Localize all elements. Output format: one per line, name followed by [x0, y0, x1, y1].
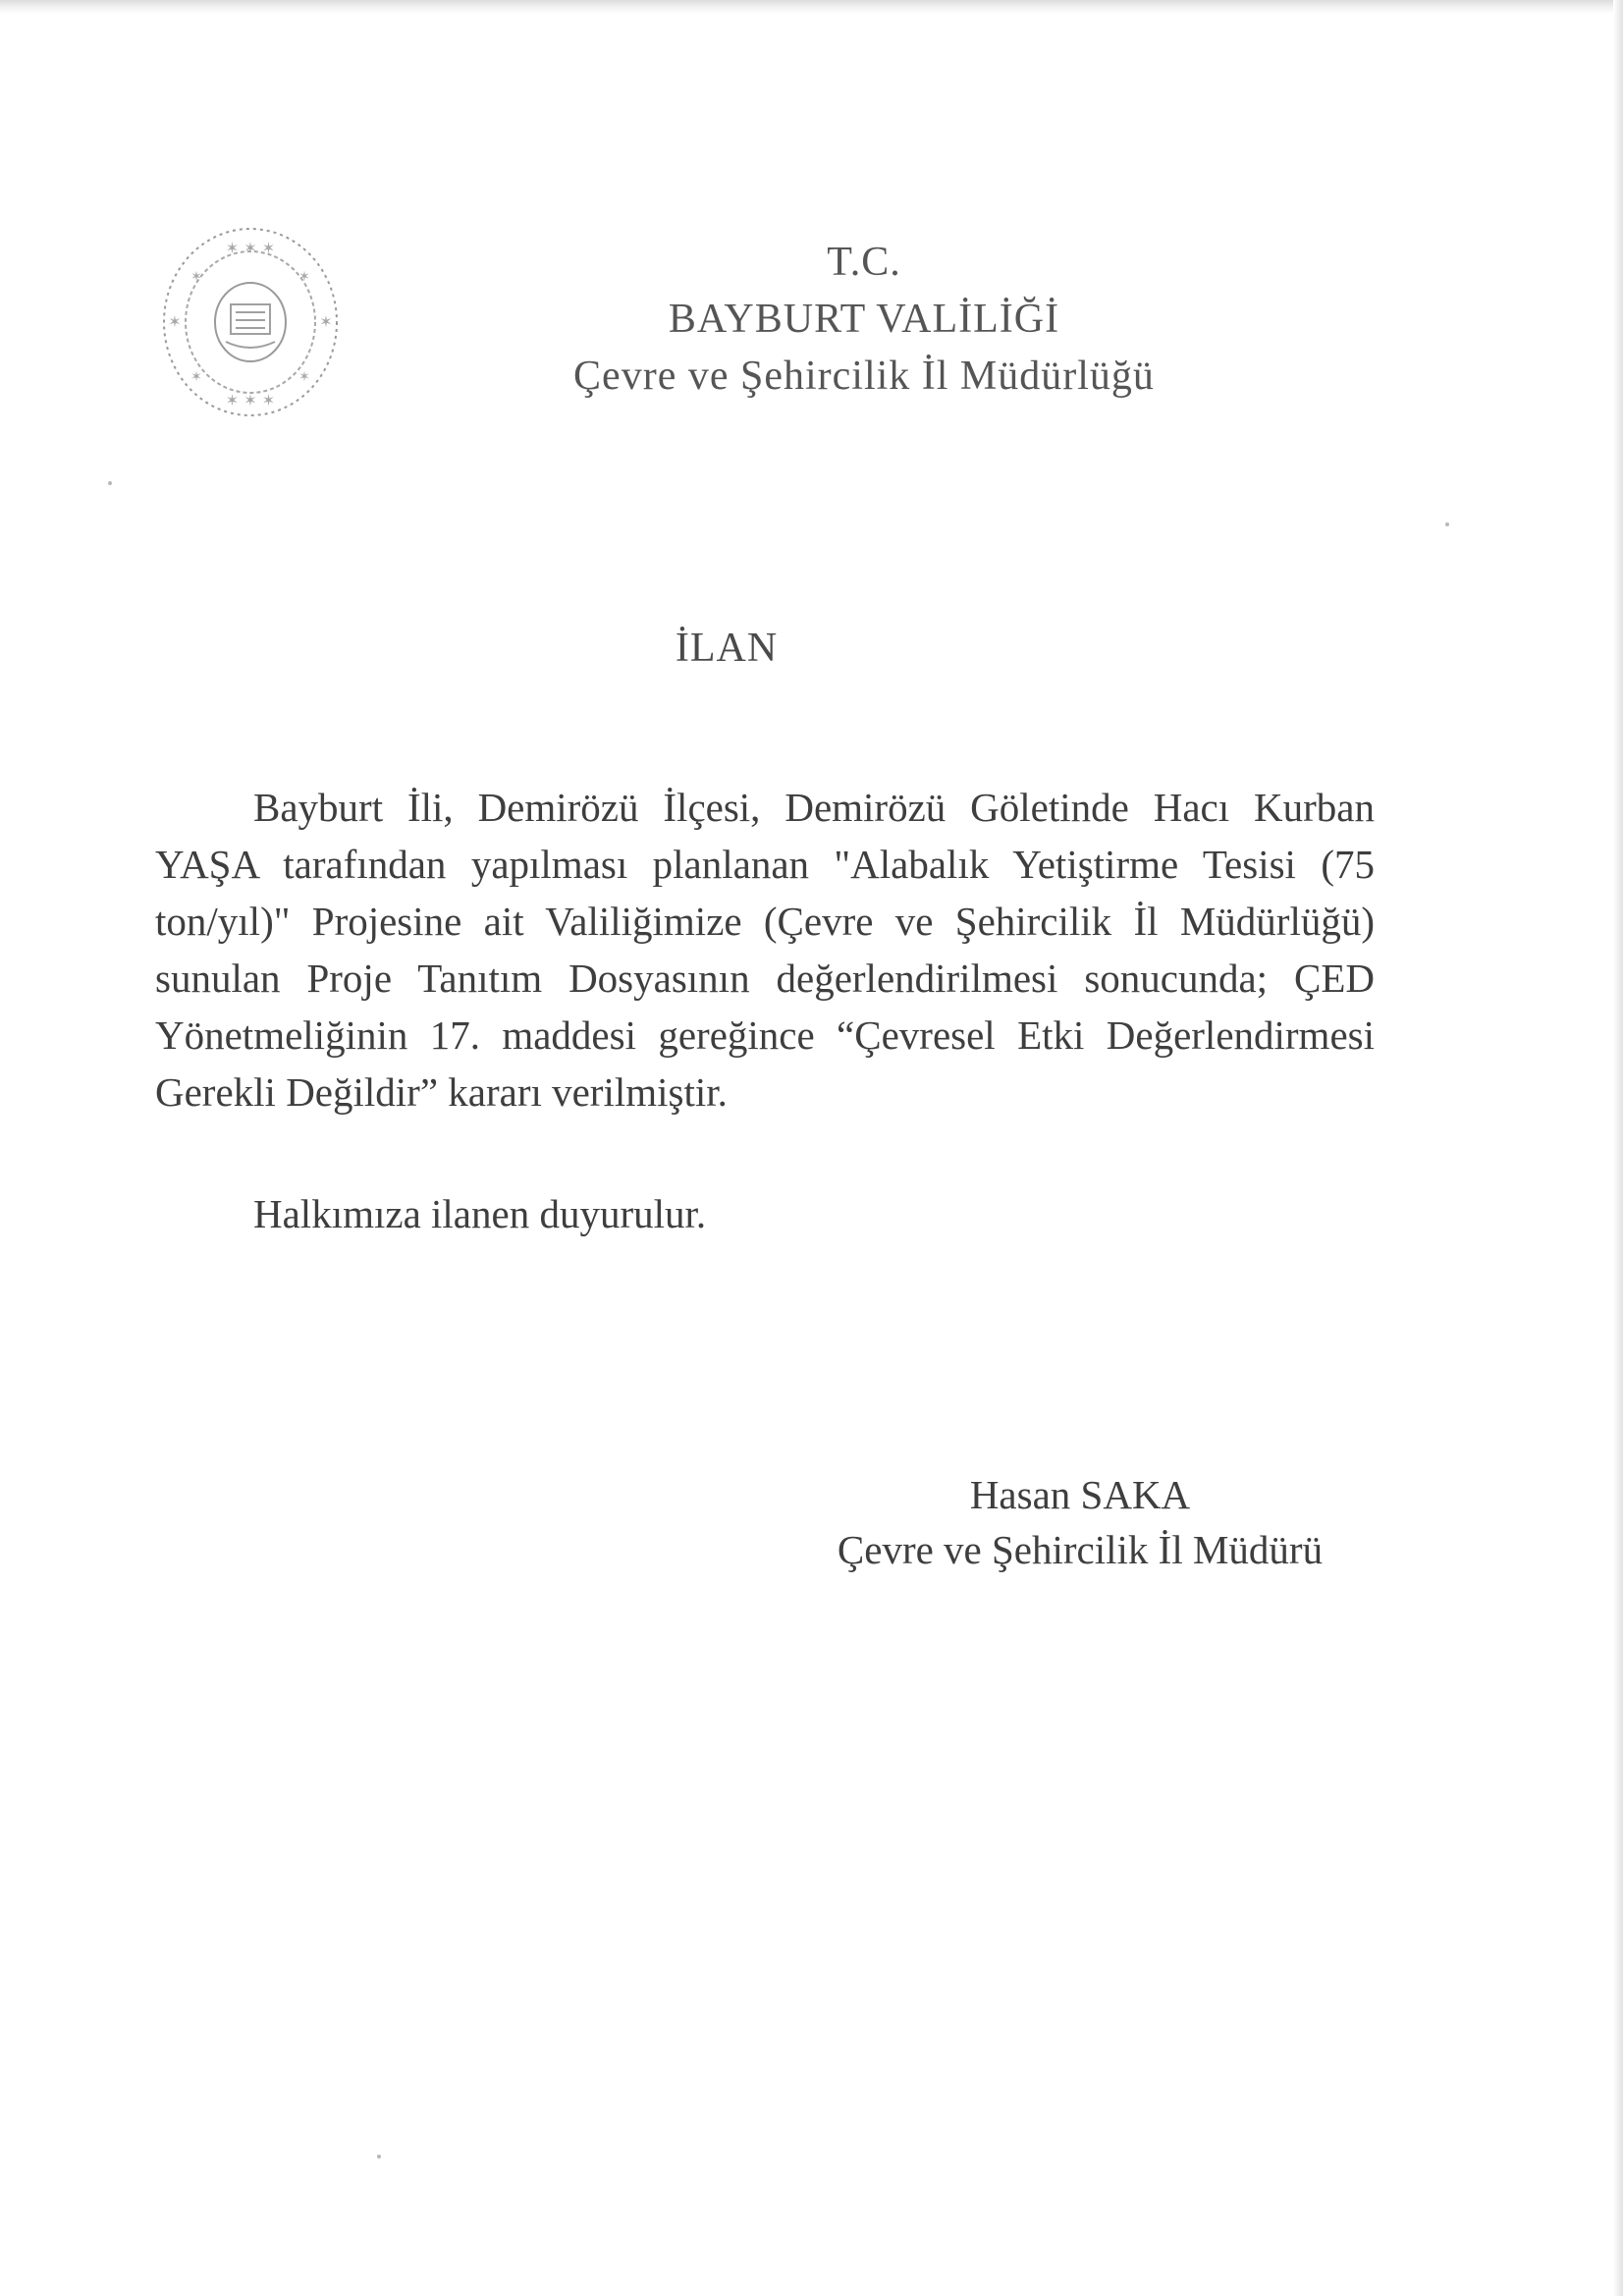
scan-speck: [377, 2155, 381, 2159]
svg-text:✶ ✶ ✶: ✶ ✶ ✶: [225, 391, 276, 410]
scan-edge-right: [1613, 0, 1623, 2296]
page-title: İLAN: [675, 626, 779, 671]
svg-text:✶: ✶: [319, 312, 333, 331]
scan-speck: [108, 481, 112, 485]
signature-block: [776, 1467, 1384, 1577]
header-line-tc: T.C.: [827, 240, 901, 285]
signatory-name: Hasan SAKA: [969, 1472, 1191, 1517]
svg-text:✶: ✶: [298, 369, 310, 385]
scan-edge-top: [0, 0, 1623, 14]
header-line-governorship: BAYBURT VALİLİĞİ: [668, 297, 1060, 342]
closing-line: Halkımıza ilanen duyurulur.: [253, 1191, 707, 1236]
svg-text:✶ ✶ ✶: ✶ ✶ ✶: [225, 239, 276, 257]
scan-speck: [1445, 522, 1449, 526]
svg-text:✶: ✶: [168, 312, 182, 331]
ministry-seal-icon: [157, 224, 344, 420]
signatory-title: Çevre ve Şehircilik İl Müdürü: [837, 1527, 1324, 1572]
svg-text:✶: ✶: [190, 369, 202, 385]
svg-text:✶: ✶: [298, 269, 310, 285]
announcement-paragraph: Bayburt İli, Demirözü İlçesi, Demirözü Göletinde Hacı Kurban YAŞA tarafından yapılması planlanan "Alabalık Yetiştirme Tesisi (75 ton/yıl)" Projesine ait Valiliğimize (Çevre ve Şehircilik İl Müdürlüğü) sunulan Proje Tanıtım Dosyasının değerlendirilmesi sonucunda; ÇED Yönetmeliğinin 17. maddesi gereğince “Çevresel Etki Değerlendirmesi Gerekli Değildir” kararı verilmiştir.: [155, 785, 1375, 1115]
svg-text:✶: ✶: [190, 269, 202, 285]
header-line-directorate: Çevre ve Şehircilik İl Müdürlüğü: [573, 354, 1155, 399]
document-header: [373, 234, 1355, 405]
